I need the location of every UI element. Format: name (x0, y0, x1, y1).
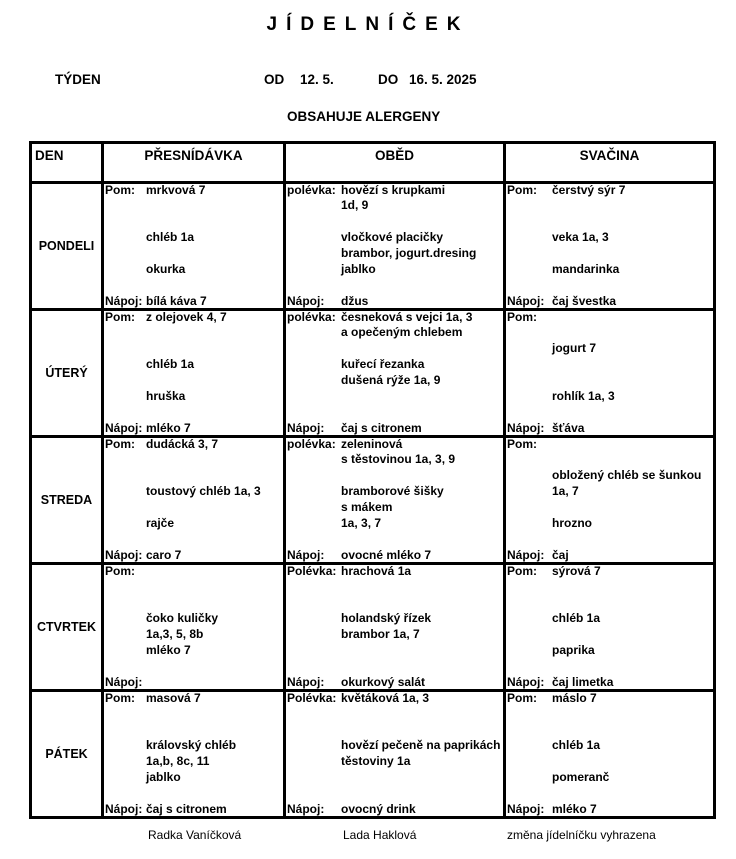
lunch-soup: zeleninová (341, 437, 403, 451)
soup-label: Polévka: (287, 564, 337, 578)
day-name: ÚTERÝ (31, 310, 103, 437)
pom-label: Pom: (507, 438, 537, 451)
snack-pom: čerstvý sýr 7 (552, 183, 626, 197)
pom-label: Pom: (507, 183, 537, 197)
allergens-note: OBSAHUJE ALERGENY (287, 109, 441, 124)
breakfast-item: čoko kuličky (146, 611, 219, 625)
pom-label: Pom: (507, 691, 537, 705)
snack-pom: máslo 7 (552, 691, 597, 705)
pom-label: Pom: (105, 564, 135, 578)
lunch-cell (285, 691, 505, 818)
breakfast-drink: bílá káva 7 (146, 294, 207, 308)
snack-item: hrozno (552, 516, 592, 530)
week-from-label: OD (264, 72, 285, 87)
snack-item: chléb 1a (552, 611, 601, 625)
footer-author-1: Radka Vaníčková (148, 828, 242, 842)
snack-item: rohlík 1a, 3 (552, 389, 615, 403)
day-name: CTVRTEK (31, 564, 103, 691)
page-title: JÍDELNÍČEK (266, 14, 470, 35)
snack-cell (505, 437, 715, 564)
breakfast-item: okurka (146, 262, 186, 276)
footer-note: změna jídelníčku vyhrazena (507, 828, 656, 842)
breakfast-item: 1a,3, 5, 8b (146, 627, 204, 641)
header-row (31, 143, 715, 183)
drink-label: Nápoj: (105, 802, 143, 816)
breakfast-cell (103, 437, 285, 564)
day-row (31, 437, 715, 564)
lunch-cell (285, 183, 505, 310)
snack-cell (505, 691, 715, 818)
day-row (31, 310, 715, 437)
week-label: TÝDEN (55, 72, 101, 87)
breakfast-drink: caro 7 (146, 548, 182, 562)
soup-label: polévka: (287, 437, 336, 451)
day-row (31, 183, 715, 310)
soup-label: polévka: (287, 310, 336, 324)
pom-label: Pom: (507, 310, 537, 324)
soup-label: Polévka: (287, 691, 337, 705)
breakfast-item: hruška (146, 389, 186, 403)
drink-label: Nápoj: (105, 421, 143, 435)
pom-label: Pom: (507, 564, 537, 578)
breakfast-item: královský chléb (146, 738, 237, 752)
day-name: PONDELI (31, 183, 103, 310)
breakfast-pom: masová 7 (146, 691, 201, 705)
col-header-breakfast: PŘESNÍDÁVKA (103, 143, 285, 183)
drink-label: Nápoj: (287, 294, 325, 308)
breakfast-drink: čaj s citronem (146, 802, 227, 816)
drink-label: Nápoj: (507, 548, 545, 562)
breakfast-pom: mrkvová 7 (146, 183, 206, 197)
snack-drink: mléko 7 (552, 802, 597, 816)
breakfast-item: 1a,b, 8c, 11 (146, 754, 210, 768)
lunch-drink: čaj s citronem (341, 421, 422, 435)
lunch-cell (285, 310, 505, 437)
day-name: PÁTEK (31, 691, 103, 818)
lunch-item: s mákem (341, 500, 393, 514)
lunch-item: vločkové placičky (341, 230, 444, 244)
snack-item: pomeranč (552, 770, 610, 784)
breakfast-pom: dudácká 3, 7 (146, 437, 219, 451)
lunch-soup: květáková 1a, 3 (341, 691, 430, 705)
pom-label: Pom: (105, 437, 135, 451)
snack-cell (505, 310, 715, 437)
breakfast-item: rajče (146, 516, 175, 530)
drink-label: Nápoj: (105, 675, 143, 689)
week-to-label: DO (378, 72, 399, 87)
snack-drink: čaj (552, 548, 569, 562)
drink-label: Nápoj: (105, 548, 143, 562)
snack-cell (505, 183, 715, 310)
lunch-soup: hrachová 1a (341, 564, 412, 578)
snack-item: paprika (552, 643, 595, 657)
day-name: STREDA (31, 437, 103, 564)
snack-drink: šťáva (552, 421, 585, 435)
snack-drink: čaj švestka (552, 294, 617, 308)
drink-label: Nápoj: (507, 802, 545, 816)
lunch-cell (285, 437, 505, 564)
snack-item: chléb 1a (552, 738, 601, 752)
day-row (31, 691, 715, 818)
lunch-item: 1a, 3, 7 (341, 516, 382, 530)
lunch-item: hovězí pečeně na paprikách (341, 738, 501, 752)
lunch-item: brambor, jogurt.dresing (341, 246, 477, 260)
snack-item: 1a, 7 (552, 484, 579, 498)
breakfast-item: mléko 7 (146, 643, 191, 657)
lunch-soup: s těstovinou 1a, 3, 9 (341, 452, 456, 466)
breakfast-pom: z olejovek 4, 7 (146, 310, 227, 324)
snack-item: obložený chléb se šunkou (552, 468, 702, 482)
breakfast-item: toustový chléb 1a, 3 (146, 484, 261, 498)
lunch-item: brambor 1a, 7 (341, 627, 420, 641)
lunch-soup: česneková s vejci 1a, 3 (341, 310, 473, 324)
snack-pom: sýrová 7 (552, 564, 601, 578)
lunch-soup: 1d, 9 (341, 198, 369, 212)
breakfast-cell (103, 183, 285, 310)
lunch-item: kuřecí řezanka (341, 357, 425, 371)
menu-table (29, 141, 716, 819)
drink-label: Nápoj: (287, 548, 325, 562)
snack-drink: čaj limetka (552, 675, 614, 689)
snack-cell (505, 564, 715, 691)
snack-item: mandarinka (552, 262, 620, 276)
breakfast-item: chléb 1a (146, 230, 195, 244)
breakfast-drink: mléko 7 (146, 421, 191, 435)
lunch-soup: a opečeným chlebem (341, 325, 463, 339)
breakfast-item: jablko (146, 770, 181, 784)
lunch-soup: hovězí s krupkami (341, 183, 446, 197)
drink-label: Nápoj: (287, 802, 325, 816)
snack-item: jogurt 7 (552, 341, 596, 355)
col-header-lunch: OBĚD (285, 143, 505, 183)
lunch-cell (285, 564, 505, 691)
breakfast-cell (103, 691, 285, 818)
col-header-snack: SVAČINA (505, 143, 715, 183)
soup-label: polévka: (287, 183, 336, 197)
drink-label: Nápoj: (287, 675, 325, 689)
week-from-date: 12. 5. (300, 72, 334, 87)
breakfast-item: chléb 1a (146, 357, 195, 371)
lunch-item: dušená rýže 1a, 9 (341, 373, 441, 387)
drink-label: Nápoj: (105, 294, 143, 308)
pom-label: Pom: (105, 310, 135, 324)
snack-item: veka 1a, 3 (552, 230, 609, 244)
lunch-drink: ovocný drink (341, 802, 416, 816)
lunch-item: bramborové šišky (341, 484, 444, 498)
lunch-item: jablko (341, 262, 376, 276)
drink-label: Nápoj: (507, 675, 545, 689)
day-row (31, 564, 715, 691)
breakfast-cell (103, 564, 285, 691)
lunch-drink: okurkový salát (341, 675, 426, 689)
drink-label: Nápoj: (507, 294, 545, 308)
lunch-drink: ovocné mléko 7 (341, 548, 432, 562)
lunch-drink: džus (341, 294, 369, 308)
lunch-item: těstoviny 1a (341, 754, 411, 768)
drink-label: Nápoj: (507, 421, 545, 435)
lunch-item: holandský řízek (341, 611, 432, 625)
pom-label: Pom: (105, 691, 135, 705)
footer-author-2: Lada Haklová (343, 828, 417, 842)
week-to-date: 16. 5. 2025 (409, 72, 477, 87)
drink-label: Nápoj: (287, 421, 325, 435)
pom-label: Pom: (105, 183, 135, 197)
breakfast-cell (103, 310, 285, 437)
col-header-day: DEN (31, 143, 103, 183)
